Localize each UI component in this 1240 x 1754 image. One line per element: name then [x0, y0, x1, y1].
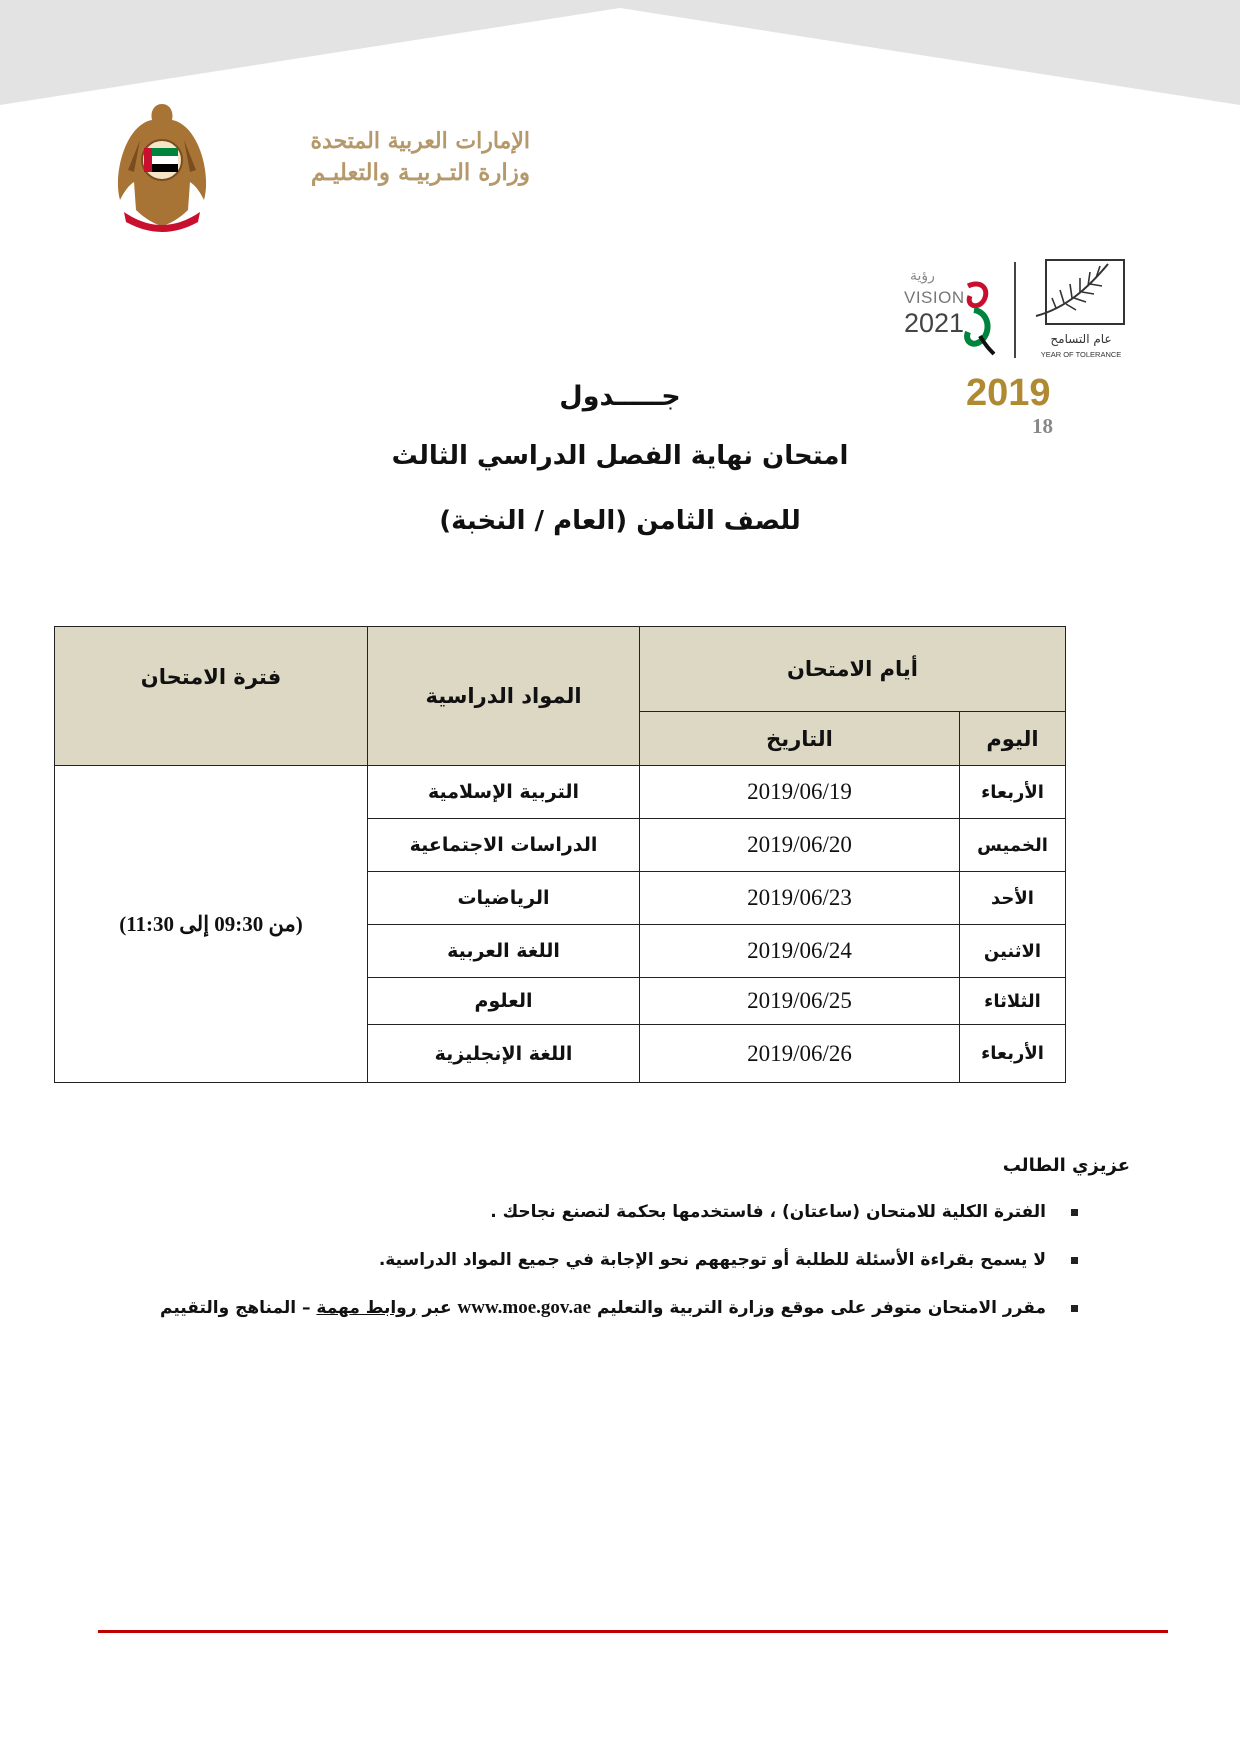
- ministry-name: [230, 126, 530, 190]
- day-cell: الخميس: [960, 819, 1066, 872]
- header-period: فترة الامتحان: [55, 627, 368, 766]
- logo-divider: [1014, 262, 1016, 358]
- day-cell: الأربعاء: [960, 766, 1066, 819]
- ministry-header: [110, 100, 540, 240]
- student-notes: [150, 1155, 1130, 1336]
- vision-year: 2021: [904, 308, 965, 338]
- notes-list: [150, 1192, 1130, 1328]
- vision-2021-logo: [900, 268, 1000, 358]
- date-cell: 2019/06/25: [640, 978, 960, 1025]
- period-value: (من 09:30 إلى 11:30): [119, 911, 303, 936]
- day-cell: الثلاثاء: [960, 978, 1066, 1025]
- tolerance-arabic-label: عام التسامح: [1050, 332, 1112, 346]
- vision-calligraphy-mark: [960, 276, 998, 356]
- exam-title: امتحان نهاية الفصل الدراسي الثالث: [391, 441, 849, 471]
- note-text: الفترة الكلية للامتحان (ساعتان) ، فاستخدمها بحكمة لتصنع نجاحك .: [490, 1202, 1046, 1222]
- day-cell: الأربعاء: [960, 1025, 1066, 1083]
- note-text: – المناهج والتقييم: [160, 1298, 311, 1318]
- vision-arabic-label: رؤية: [910, 268, 935, 284]
- footer-rule: [98, 1630, 1168, 1633]
- header-day: اليوم: [960, 712, 1066, 766]
- grade-title: للصف الثامن (العام / النخبة): [439, 506, 801, 536]
- tolerance-english-label: YEAR OF TOLERANCE: [1040, 350, 1122, 359]
- top-banner: [0, 0, 1240, 110]
- subject-cell: العلوم: [368, 978, 640, 1025]
- notes-greeting: عزيزي الطالب: [1002, 1155, 1130, 1176]
- subject-cell: اللغة الإنجليزية: [368, 1025, 640, 1083]
- square-bullet-icon: [1071, 1257, 1078, 1264]
- list-item: [150, 1288, 1130, 1328]
- year-of-tolerance-logo: [1026, 258, 1130, 362]
- ministry-title: وزارة التـربيـة والتعليـم: [310, 159, 530, 186]
- square-bullet-icon: [1071, 1305, 1078, 1312]
- ministry-website-link[interactable]: www.moe.gov.ae: [457, 1297, 592, 1318]
- date-cell: 2019/06/26: [640, 1025, 960, 1083]
- important-links-link[interactable]: روابط مهمة: [316, 1298, 417, 1318]
- note-text: لا يسمح بقراءة الأسئلة للطلبة أو توجيههم نحو الإجابة في جميع المواد الدراسية.: [378, 1250, 1046, 1270]
- square-bullet-icon: [1071, 1209, 1078, 1216]
- date-cell: 2019/06/23: [640, 872, 960, 925]
- list-item: [150, 1240, 1130, 1280]
- subject-cell: التربية الإسلامية: [368, 766, 640, 819]
- partner-logos: [900, 258, 1130, 368]
- note-text: عبر: [422, 1298, 452, 1318]
- document-title: جـــــدول: [559, 381, 681, 412]
- date-cell: 2019/06/20: [640, 819, 960, 872]
- date-cell: 2019/06/24: [640, 925, 960, 978]
- exam-schedule-table: [54, 626, 1066, 1083]
- header-subjects: المواد الدراسية: [368, 627, 640, 766]
- subject-cell: الدراسات الاجتماعية: [368, 819, 640, 872]
- note-text: مقرر الامتحان متوفر على موقع وزارة التربية والتعليم: [596, 1298, 1046, 1318]
- subject-cell: اللغة العربية: [368, 925, 640, 978]
- header-date: التاريخ: [640, 712, 960, 766]
- uae-emblem-logo: [110, 100, 215, 235]
- day-cell: الأحد: [960, 872, 1066, 925]
- subject-cell: الرياضيات: [368, 872, 640, 925]
- day-cell: الاثنين: [960, 925, 1066, 978]
- table-row: [55, 766, 1066, 819]
- header-exam-days: أيام الامتحان: [640, 627, 1066, 712]
- country-name: الإمارات العربية المتحدة: [310, 128, 530, 154]
- year-label: 2019: [966, 372, 1051, 414]
- period-cell: [55, 766, 368, 1083]
- ghaf-tree-icon: [1026, 258, 1130, 332]
- vision-english-label: VISION: [904, 288, 965, 307]
- list-item: [150, 1192, 1130, 1232]
- page-number: 18: [1032, 414, 1053, 438]
- date-cell: 2019/06/19: [640, 766, 960, 819]
